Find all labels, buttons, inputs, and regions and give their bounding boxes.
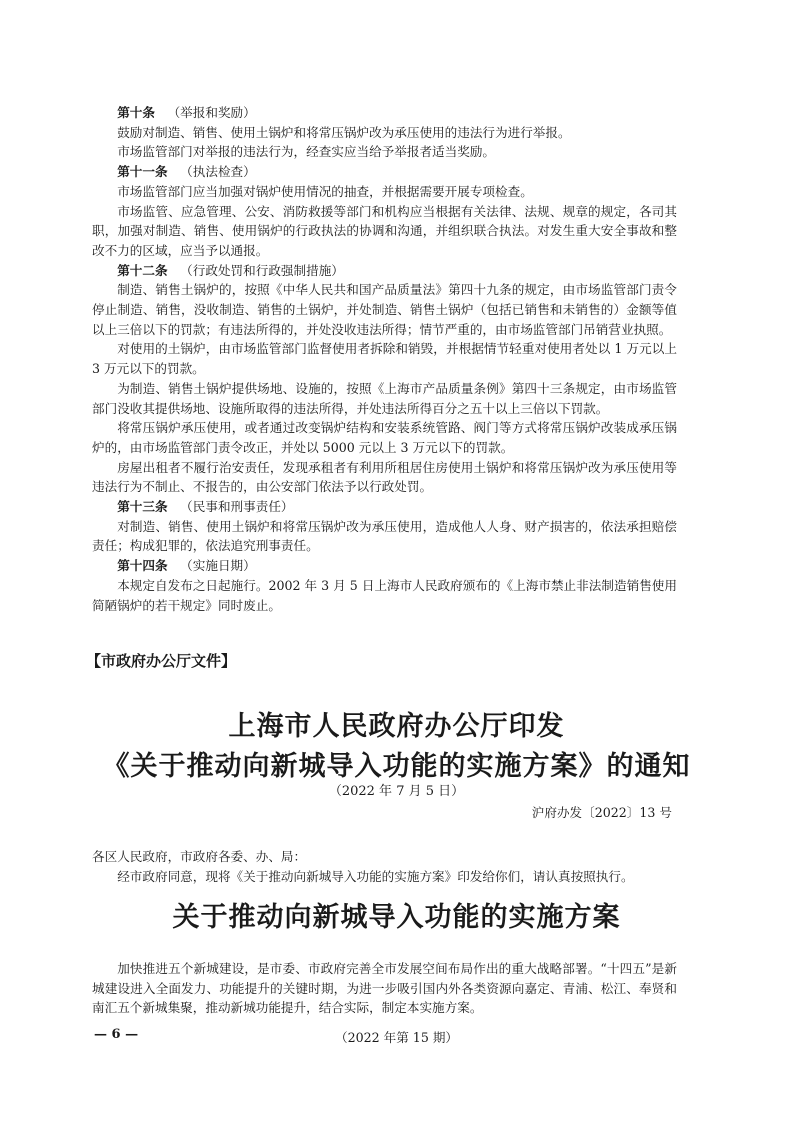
paragraph: 制造、销售土锅炉的，按照《中华人民共和国产品质量法》第四十九条的规定，由市场监管部门责令停止制造、销售，没收制造、销售的土锅炉，并处制造、销售土锅炉（包括已销售和未销售的）金额等值以上三倍以下的罚款；有违法所得的，并处没收违法所得；情节严重的，由市场监管部门吊销营业执照。 [92,282,677,337]
plan-body [92,959,677,1018]
paragraph: 市场监管部门应当加强对锅炉使用情况的抽查，并根据需要开展专项检查。 [117,183,533,199]
plan-title: 关于推动向新城导入功能的实施方案 [172,902,621,933]
article-heading [92,497,677,517]
article-title: （实施日期） [180,558,256,574]
regulation-articles [92,103,677,615]
notice-date: （2022 年 7 月 5 日） [328,784,465,799]
paragraph: 对使用的土锅炉，由市场监管部门监督使用者拆除和销毁，并根据情节轻重对使用者处以 1 万元以上 3 万元以下的罚款。 [92,341,677,377]
paragraph: 为制造、销售土锅炉提供场地、设施的，按照《上海市产品质量条例》第四十三条规定，由市场监管部门没收其提供场地、设施所取得的违法所得，并处违法所得百分之五十以上三倍以下罚款。 [92,380,677,416]
paragraph: 市场监管部门对举报的违法行为，经查实应当给予举报者适当奖励。 [117,144,495,160]
article-title: （行政处罚和行政强制措施） [180,262,344,278]
article-heading [92,261,677,281]
paragraph: 鼓励对制造、销售、使用土锅炉和将常压锅炉改为承压使用的违法行为进行举报。 [117,124,571,140]
paragraph: 市场监管、应急管理、公安、消防救援等部门和机构应当根据有关法律、法规、规章的规定，各司其职，加强对制造、销售、使用锅炉的行政执法的协调和沟通，并组织联合执法。对发生重大安全事故和整改不力的区域，应当予以通报。 [92,203,677,258]
addressee: 各区人民政府，市政府各委、办、局： [92,849,307,864]
article-heading [92,103,677,123]
article-title: （民事和刑事责任） [180,499,294,515]
section-tag: 【市政府办公厅文件】 [86,652,237,670]
article-heading [92,556,677,576]
notice-title-line2: 《关于推动向新城导入功能的实施方案》的通知 [102,751,691,782]
article-number: 第十条 [117,105,155,120]
article-title: （举报和奖励） [167,105,256,120]
article-title: （执法检查） [180,164,256,180]
plan-intro: 加快推进五个新城建设，是市委、市政府完善全市发展空间布局作出的重大战略部署。“十四五”是新城建设进入全面发力、功能提升的关键时期，为进一步吸引国内外各类资源向嘉定、青浦、松江、奉贤和南汇五个新城集聚，推动新城功能提升，结合实际，制定本实施方案。 [92,961,677,1016]
article-number: 第十二条 [117,262,168,278]
article-number: 第十四条 [117,558,168,574]
article-number: 第十一条 [117,164,168,180]
paragraph: 本规定自发布之日起施行。2002 年 3 月 5 日上海市人民政府颁布的《上海市禁止非法制造销售使用简陋锅炉的若干规定》同时废止。 [92,577,677,613]
document-number: 沪府办发〔2022〕13 号 [531,805,672,820]
paragraph: 房屋出租者不履行治安责任，发现承租者有利用所租居住房使用土锅炉和将常压锅炉改为承压使用等违法行为不制止、不报告的，由公安部门依法予以行政处罚。 [92,459,677,495]
paragraph: 将常压锅炉承压使用，或者通过改变锅炉结构和安装系统管路、阀门等方式将常压锅炉改装成承压锅炉的，由市场监管部门责令改正，并处以 5000 元以上 3 万元以下的罚款。 [92,420,677,455]
notice-body [92,847,677,886]
paragraph: 对制造、销售、使用土锅炉和将常压锅炉改为承压使用，造成他人人身、财产损害的，依法承担赔偿责任；构成犯罪的，依法追究刑事责任。 [92,518,677,554]
page-number: — 6 — [94,1027,139,1042]
notice-text: 经市政府同意，现将《关于推动向新城导入功能的实施方案》印发给你们，请认真按照执行。 [117,868,634,884]
notice-title-line1: 上海市人民政府办公厅印发 [228,711,565,742]
article-number: 第十三条 [117,499,168,515]
article-heading [92,162,677,182]
issue-number: （2022 年第 15 期） [334,1030,459,1045]
